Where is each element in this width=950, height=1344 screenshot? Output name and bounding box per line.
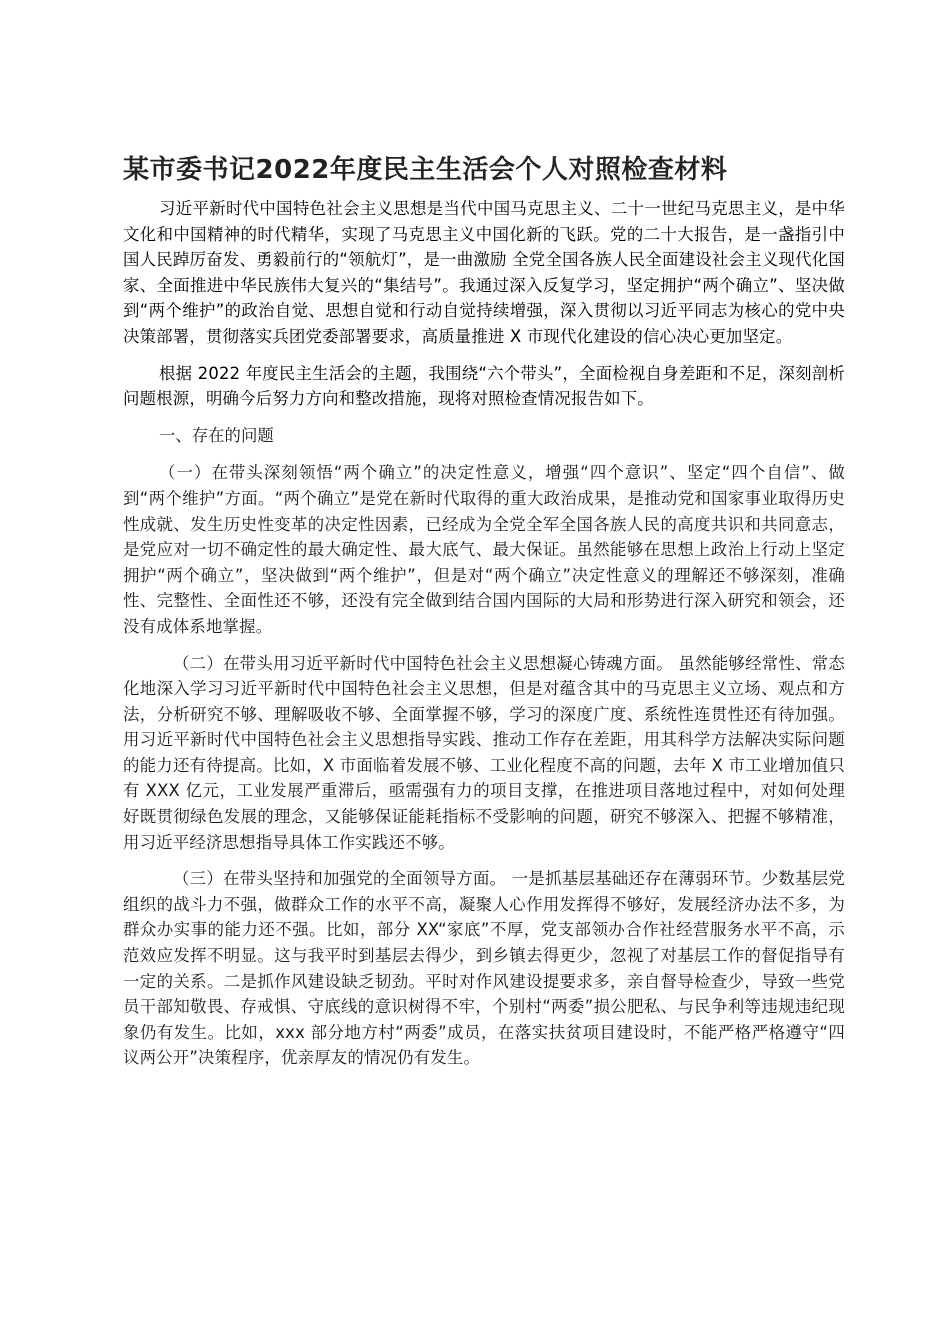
- intro-paragraph: 习近平新时代中国特色社会主义思想是当代中国马克思主义、二十一世纪马克思主义，是中华文化和中国精神的时代精华，实现了马克思主义中国化新的飞跃。党的二十大报告，是一盏指引中国人民踔厉奋发、勇毅前行的“领航灯”，是一曲激励 全党全国各族人民全面建设社会主义现代化国家、全面推进中华民族伟大复兴的“集结号”。我通过深入反复学习，坚定拥护“两个确立”、坚决做到“两个维护”的政治自觉、思想自觉和行动自觉持续增强，深入贯彻以习近平同志为核心的党中央决策部署，贯彻落实兵团党委部署要求，高质量推进 X 市现代化建设的信心决心更加坚定。: [123, 199, 845, 346]
- document-title: [123, 150, 845, 190]
- purpose-paragraph: 根据 2022 年度民主生活会的主题，我围绕“六个带头”，全面检视自身差距和不足，深刻剖析问题根源，明确今后努力方向和整改措施，现将对照检查情况报告如下。: [123, 363, 845, 409]
- item-1-paragraph: （一）在带头深刻领悟“两个确立”的决定性意义，增强“四个意识”、坚定“四个自信”、做到“两个维护”方面。“两个确立”是党在新时代取得的重大政治成果，是推动党和国家事业取得历史性成就、发生历史性变革的决定性因素，已经成为全党全军全国各族人民的高度共识和共同意志，是党应对一切不确定性的最大确定性、最大底气、最大保证。虽然能够在思想上政治上行动上坚定拥护“两个确立”，坚决做到“两个维护”，但是对“两个确立”决定性意义的理解还不够深刻，准确性、完整性、全面性还不够，还没有完全做到结合国内国际的大局和形势进行深入研究和领会，还没有成体系地掌握。: [123, 463, 845, 636]
- title-year: 2022: [255, 155, 330, 185]
- section-heading: 一、存在的问题: [159, 425, 274, 445]
- title-suffix: 年度民主生活会个人对照检查材料: [329, 155, 728, 185]
- document-page: [123, 150, 845, 1082]
- item-2-paragraph: （二）在带头用习近平新时代中国特色社会主义思想凝心铸魂方面。 虽然能够经常性、常态化地深入学习习近平新时代中国特色社会主义思想，但是对蕴含其中的马克思主义立场、观点和方法，分析研究不够、理解吸收不够、全面掌握不够，学习的深度广度、系统性连贯性还有待加强。用习近平新时代中国特色社会主义思想指导实践、推动工作存在差距，用其科学方法解决实际问题的能力还有待提高。比如，X 市面临着发展不够、工业化程度不高的问题，去年 X 市工业增加值只有 XXX 亿元，工业发展严重滞后，亟需强有力的项目支撑，在推进项目落地过程中，对如何处理好既贯彻绿色发展的理念，又能够保证能耗指标不受影响的问题，研究不够深入、把握不够精准，用习近平经济思想指导具体工作实践还不够。: [123, 653, 845, 852]
- item-3-paragraph: （三）在带头坚持和加强党的全面领导方面。 一是抓基层基础还存在薄弱环节。少数基层党组织的战斗力不强，做群众工作的水平不高，凝聚人心作用发挥得不够好，发展经济办法不多，为群众办实事的能力还不强。比如，部分 XX“家底”不厚，党支部领办合作社经营服务水平不高，示范效应发挥不明显。这与我平时到基层去得少，到乡镇去得更少，忽视了对基层工作的督促指导有一定的关系。二是抓作风建设缺乏韧劲。平时对作风建设提要求多，亲自督导检查少，导致一些党员干部知敬畏、存戒惧、守底线的意识树得不牢，个别村“两委”损公肥私、与民争利等违规违纪现象仍有发生。比如，xxx 部分地方村“两委”成员，在落实扶贫项目建设时，不能严格严格遵守“四议两公开”决策程序，优亲厚友的情况仍有发生。: [123, 869, 845, 1068]
- title-prefix: 某市委书记: [123, 155, 256, 185]
